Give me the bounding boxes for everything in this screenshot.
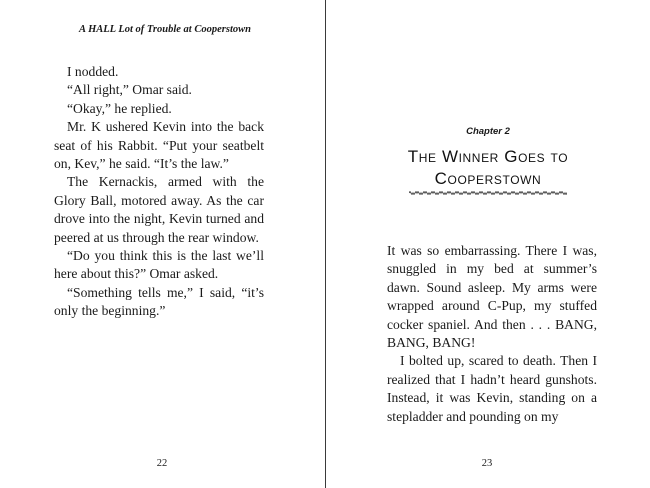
paragraph: I nodded. bbox=[67, 64, 119, 79]
paragraph: “Something tells me,” I said, “it’s only the beginning.” bbox=[54, 284, 264, 319]
chapter-title bbox=[326, 146, 650, 190]
paragraph: The Kernackis, armed with the Glory Ball, motored away. As the car drove into the night, Kevin turned and peered at us through the rear window. bbox=[54, 174, 264, 245]
page-number: 23 bbox=[481, 458, 493, 469]
right-page bbox=[326, 0, 650, 488]
paragraph: It was so embarrassing. There I was, snuggled in my bed at summer’s dawn. Sound asleep. My arms were wrapped around C-Pup, my stuffed cocker spaniel. And then . . . BANG, BANG, BANG! bbox=[387, 243, 597, 351]
chapter-title-line: The Winner Goes to bbox=[407, 147, 569, 166]
paragraph: Mr. K ushered Kevin into the back seat of his Rabbit. “Put your seatbelt on, Kev,” he said. “It’s the law.” bbox=[54, 119, 264, 172]
running-head: A HALL Lot of Trouble at Cooperstown bbox=[79, 24, 251, 35]
paragraph: “All right,” Omar said. bbox=[67, 82, 192, 98]
page-number: 22 bbox=[156, 458, 168, 469]
chapter-title-line: Cooperstown bbox=[434, 169, 542, 188]
paragraph: “Okay,” he replied. bbox=[67, 100, 172, 116]
chapter-label: Chapter 2 bbox=[466, 126, 510, 137]
wavy-line-ornament-icon bbox=[409, 189, 567, 197]
left-page-body bbox=[54, 63, 264, 321]
paragraph: “Do you think this is the last we’ll here about this?” Omar asked. bbox=[54, 248, 264, 282]
paragraph: I bolted up, scared to death. Then I realized that I hadn’t heard gunshots. Instead, it was Kevin, standing on a stepladder and pounding on my bbox=[387, 353, 597, 424]
right-page-body bbox=[387, 242, 597, 426]
